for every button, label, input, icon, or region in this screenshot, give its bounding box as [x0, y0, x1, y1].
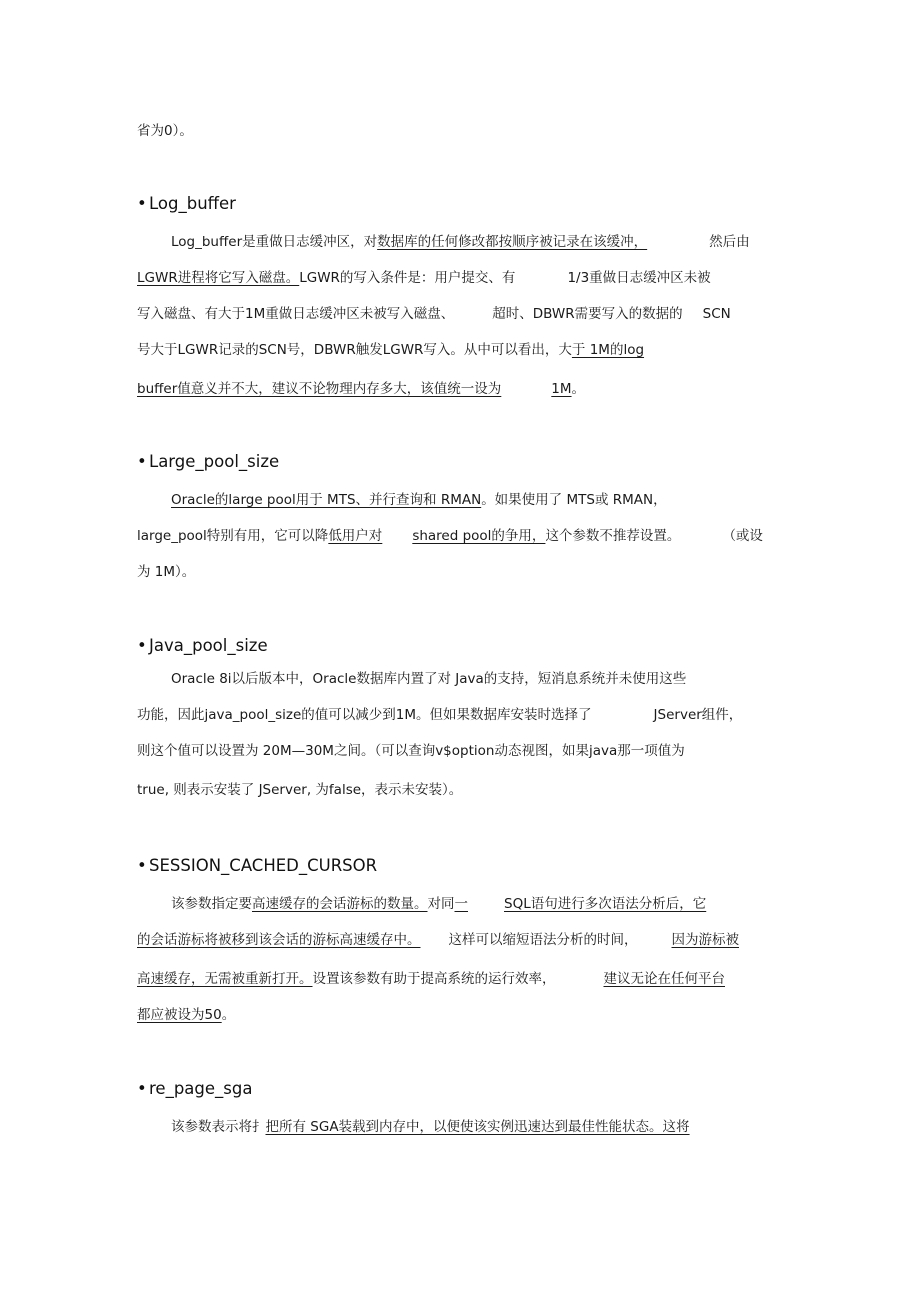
paragraph-line: 号大于LGWR记录的SCN号，DBWR触发LGWR写入。从中可以看出，大于 1M的log	[137, 342, 645, 358]
section-heading-log-buffer: • Log_buffer	[137, 194, 236, 213]
bullet-icon: •	[137, 452, 147, 471]
paragraph-line: buffer值意义并不大，建议不论物理内存多大，该值统一设为 1M。	[137, 381, 586, 397]
section-heading-re-page-sga: • re_page_sga	[137, 1079, 253, 1098]
paragraph-line: Oracle的large pool用于 MTS、并行查询和 RMAN。如果使用了 MTS或 RMAN，	[171, 492, 667, 508]
section-heading-session-cached-cursor: • SESSION_CACHED_CURSOR	[137, 856, 378, 875]
paragraph-line: 高速缓存，无需被重新打开。设置该参数有助于提高系统的运行效率， 建议无论在任何平台	[137, 971, 725, 987]
paragraph-line: 功能，因此java_pool_size的值可以减少到1M。但如果数据库安装时选择了 JServer组件，	[137, 707, 743, 723]
bullet-icon: •	[137, 194, 147, 213]
paragraph-line: LGWR进程将它写入磁盘。LGWR的写入条件是：用户提交、有 1/3重做日志缓冲区未被	[137, 270, 711, 286]
paragraph-line: 写入磁盘、有大于1M重做日志缓冲区未被写入磁盘、 超时、DBWR需要写入的数据的 SCN	[137, 306, 731, 322]
intro-line	[137, 121, 777, 141]
paragraph-line: true, 则表示安装了 JServer, 为false，表示未安装）。	[137, 782, 463, 798]
paragraph-line: 该参数指定要高速缓存的会话游标的数量。对同一 SQL语句进行多次语法分析后，它	[171, 896, 707, 912]
section-heading-large-pool-size: • Large_pool_size	[137, 452, 280, 471]
bullet-icon: •	[137, 1079, 147, 1098]
paragraph-line: large_pool特别有用，它可以降低用户对 shared pool的争用，这个参数不推荐设置。 （或设	[137, 528, 763, 544]
paragraph-line: 都应被设为50。	[137, 1007, 236, 1023]
section-heading-java-pool-size: • Java_pool_size	[137, 636, 268, 655]
paragraph-line: 该参数表示将扌把所有 SGA装载到内存中，以便使该实例迅速达到最佳性能状态。这将	[171, 1119, 690, 1135]
paragraph-line: 的会话游标将被移到该会话的游标高速缓存中。 这样可以缩短语法分析的时间， 因为游标被	[137, 932, 739, 948]
paragraph-line: Log_buffer是重做日志缓冲区，对数据库的任何修改都按顺序被记录在该缓冲， 然后由	[171, 234, 750, 250]
paragraph-line: 则这个值可以设置为 20M—30M之间。（可以查询v$option动态视图，如果java那一项值为	[137, 743, 685, 759]
bullet-icon: •	[137, 636, 147, 655]
paragraph-line: Oracle 8i以后版本中，Oracle数据库内置了对 Java的支持，短消息系统并未使用这些	[171, 671, 687, 687]
paragraph-line: 为 1M）。	[137, 564, 196, 580]
intro-text: 省为0）。	[137, 123, 193, 139]
bullet-icon: •	[137, 856, 147, 875]
